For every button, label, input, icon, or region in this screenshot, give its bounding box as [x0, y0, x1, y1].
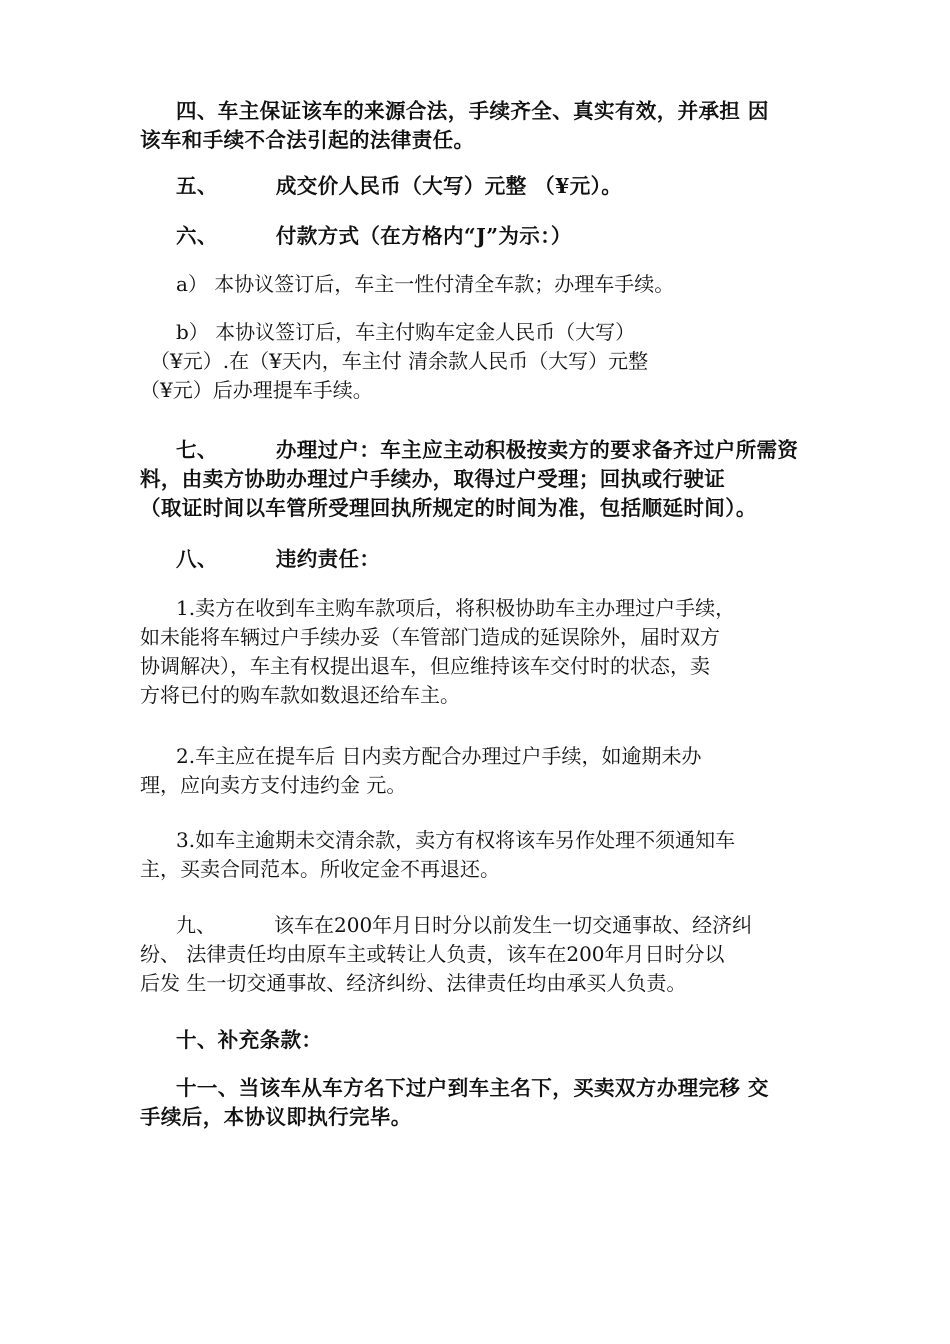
clause-8-item-3	[140, 826, 820, 884]
clause-7-line-3: （取证时间以车管所受理回执所规定的时间为准，包括顺延时间）。	[140, 496, 757, 520]
clause-5-text: 成交价人民币（大写）元整 （¥元）。	[275, 174, 623, 198]
clause-9	[140, 911, 820, 998]
clause-6-option-b-line-2: （¥元）.在（¥天内，车主付 清余款人民币（大写）元整	[150, 349, 649, 373]
clause-10	[140, 1026, 820, 1055]
clause-11-line-2: 手续后，本协议即执行完毕。	[140, 1105, 412, 1129]
clause-8-number: 八、	[176, 547, 218, 571]
clause-8-item-2-line-2: 理，应向卖方支付违约金 元。	[140, 773, 407, 797]
clause-6-text: 付款方式（在方格内“J”为示：）	[275, 224, 572, 248]
clause-8-item-3-line-2: 主，买卖合同范本。所收定金不再退还。	[140, 857, 500, 881]
clause-11-line-1: 十一、当该车从车方名下过户到车主名下，买卖双方办理完移 交	[176, 1076, 769, 1100]
clause-7-line-1	[140, 436, 820, 465]
clause-9-text: 该车在200年月日时分以前发生一切交通事故、经济纠	[274, 913, 753, 937]
clause-5	[140, 172, 820, 201]
clause-8-item-1-line-4: 方将已付的购车款如数退还给车主。	[140, 683, 460, 707]
clause-5-number: 五、	[176, 174, 218, 198]
clause-5-line	[140, 172, 820, 201]
clause-6-option-b	[140, 318, 820, 405]
clause-9-line-3: 后发 生一切交通事故、经济纠纷、法律责任均由承买人负责。	[140, 971, 687, 995]
clause-9-line-1	[140, 911, 820, 940]
clause-7-number: 七、	[176, 438, 218, 462]
clause-4	[140, 97, 820, 155]
clause-6-option-a-line: a） 本协议签订后，车主一性付清全车款；办理车手续。	[176, 272, 675, 296]
clause-8-line	[140, 545, 820, 574]
clause-7	[140, 436, 820, 523]
clause-6-number: 六、	[176, 224, 218, 248]
clause-6-option-b-line-1: b） 本协议签订后，车主付购车定金人民币（大写）	[176, 320, 636, 344]
clause-9-number: 九、	[176, 913, 216, 937]
clause-4-line-1: 四、车主保证该车的来源合法，手续齐全、真实有效，并承担 因	[176, 99, 769, 123]
clause-6-line	[140, 222, 820, 251]
clause-8-item-3-line-1: 3.如车主逾期未交清余款，卖方有权将该车另作处理不须通知车	[176, 828, 736, 852]
clause-8-item-1-line-2: 如未能将车辆过户手续办妥（车管部门造成的延误除外，届时双方	[140, 625, 720, 649]
clause-8-title: 违约责任：	[275, 547, 381, 571]
clause-8	[140, 545, 820, 574]
clause-8-item-2-line-1: 2.车主应在提车后 日内卖方配合办理过户手续，如逾期未办	[176, 744, 702, 768]
clause-8-item-1-line-3: 协调解决），车主有权提出退车，但应维持该车交付时的状态，卖	[140, 654, 710, 678]
clause-6-option-a	[140, 270, 820, 299]
clause-8-item-1-line-1: 1.卖方在收到车主购车款项后，将积极协助车主办理过户手续，	[176, 596, 736, 620]
clause-4-line-2: 该车和手续不合法引起的法律责任。	[140, 128, 475, 152]
clause-10-line: 十、补充条款：	[176, 1028, 323, 1052]
clause-6	[140, 222, 820, 251]
clause-6-option-b-line-3: （¥元）后办理提车手续。	[140, 378, 373, 402]
clause-7-line-2: 料，由卖方协助办理过户手续办，取得过户受理；回执或行驶证	[140, 467, 726, 491]
clause-11	[140, 1074, 820, 1132]
clause-7-text: 办理过户：车主应主动积极按卖方的要求备齐过户所需资	[275, 438, 799, 462]
clause-9-line-2: 纷、 法律责任均由原车主或转让人负责，该车在200年月日时分以	[140, 942, 725, 966]
clause-8-item-1	[140, 594, 820, 710]
clause-8-item-2	[140, 742, 820, 800]
